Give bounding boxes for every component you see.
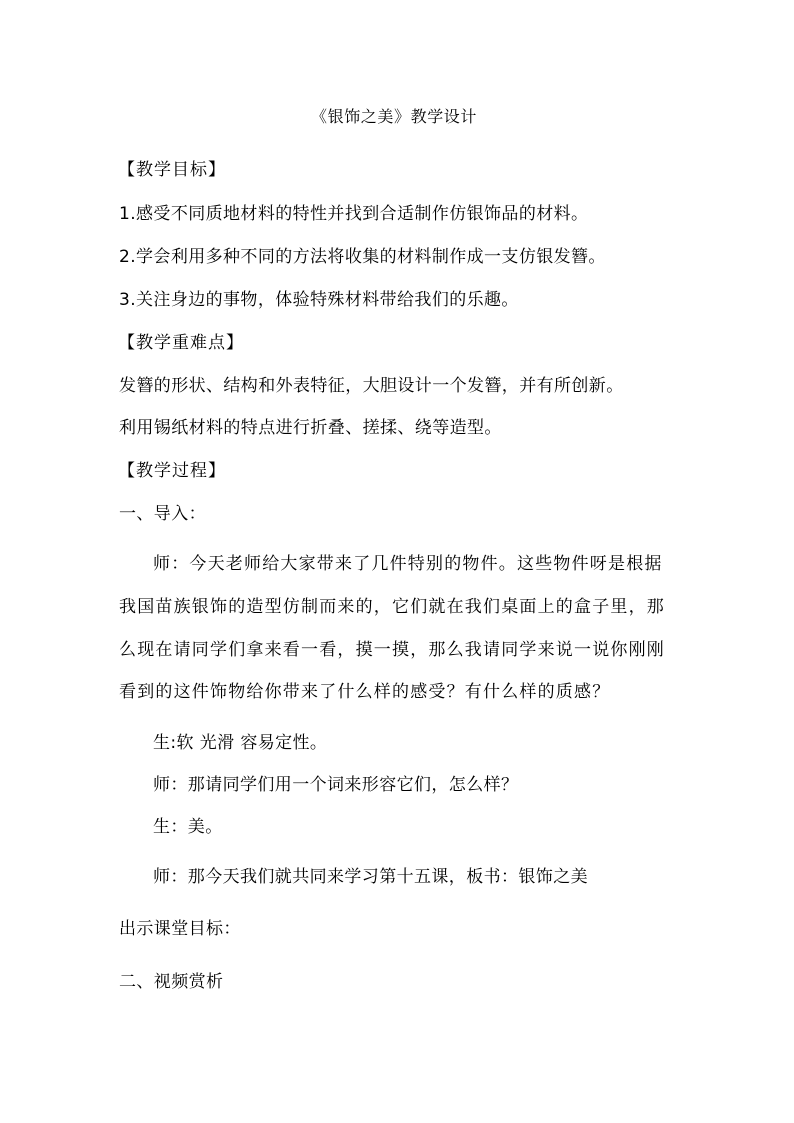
- goal-item: 2.学会利用多种不同的方法将收集的材料制作成一支仿银发簪。: [119, 247, 606, 267]
- section-heading-process: 【教学过程】: [118, 461, 226, 481]
- goal-item: 1.感受不同质地材料的特性并找到合适制作仿银饰品的材料。: [119, 204, 589, 224]
- section-heading-key-points: 【教学重难点】: [118, 333, 244, 353]
- dialogue-line: 师：那今天我们就共同来学习第十五课，板书：银饰之美: [153, 867, 588, 887]
- dialogue-line: 生:软 光滑 容易定性。: [153, 733, 328, 753]
- intro-paragraph-line: 么现在请同学们拿来看一看，摸一摸，那么我请同学来说一说你刚刚: [119, 640, 665, 660]
- dialogue-line: 师：那请同学们用一个词来形容它们，怎么样？: [153, 775, 519, 795]
- intro-paragraph-line: 师：今天老师给大家带来了几件特别的物件。这些物件呀是根据: [153, 554, 663, 574]
- intro-heading: 一、导入：: [119, 504, 206, 524]
- show-goals-line: 出示课堂目标：: [119, 919, 241, 939]
- intro-paragraph-line: 我国苗族银饰的造型仿制而来的，它们就在我们桌面上的盒子里，那: [119, 597, 665, 617]
- dialogue-line: 生：美。: [153, 817, 223, 837]
- section-heading-goals: 【教学目标】: [118, 160, 226, 180]
- document-title: 《银饰之美》教学设计: [311, 107, 478, 126]
- key-point-item: 发簪的形状、结构和外表特征，大胆设计一个发簪，并有所创新。: [119, 376, 624, 396]
- key-point-item: 利用锡纸材料的特点进行折叠、搓揉、绕等造型。: [119, 418, 502, 438]
- goal-item: 3.关注身边的事物，体验特殊材料带给我们的乐趣。: [119, 290, 519, 310]
- video-heading: 二、视频赏析: [119, 972, 224, 992]
- intro-paragraph-line: 看到的这件饰物给你带来了什么样的感受？有什么样的质感？: [119, 682, 611, 702]
